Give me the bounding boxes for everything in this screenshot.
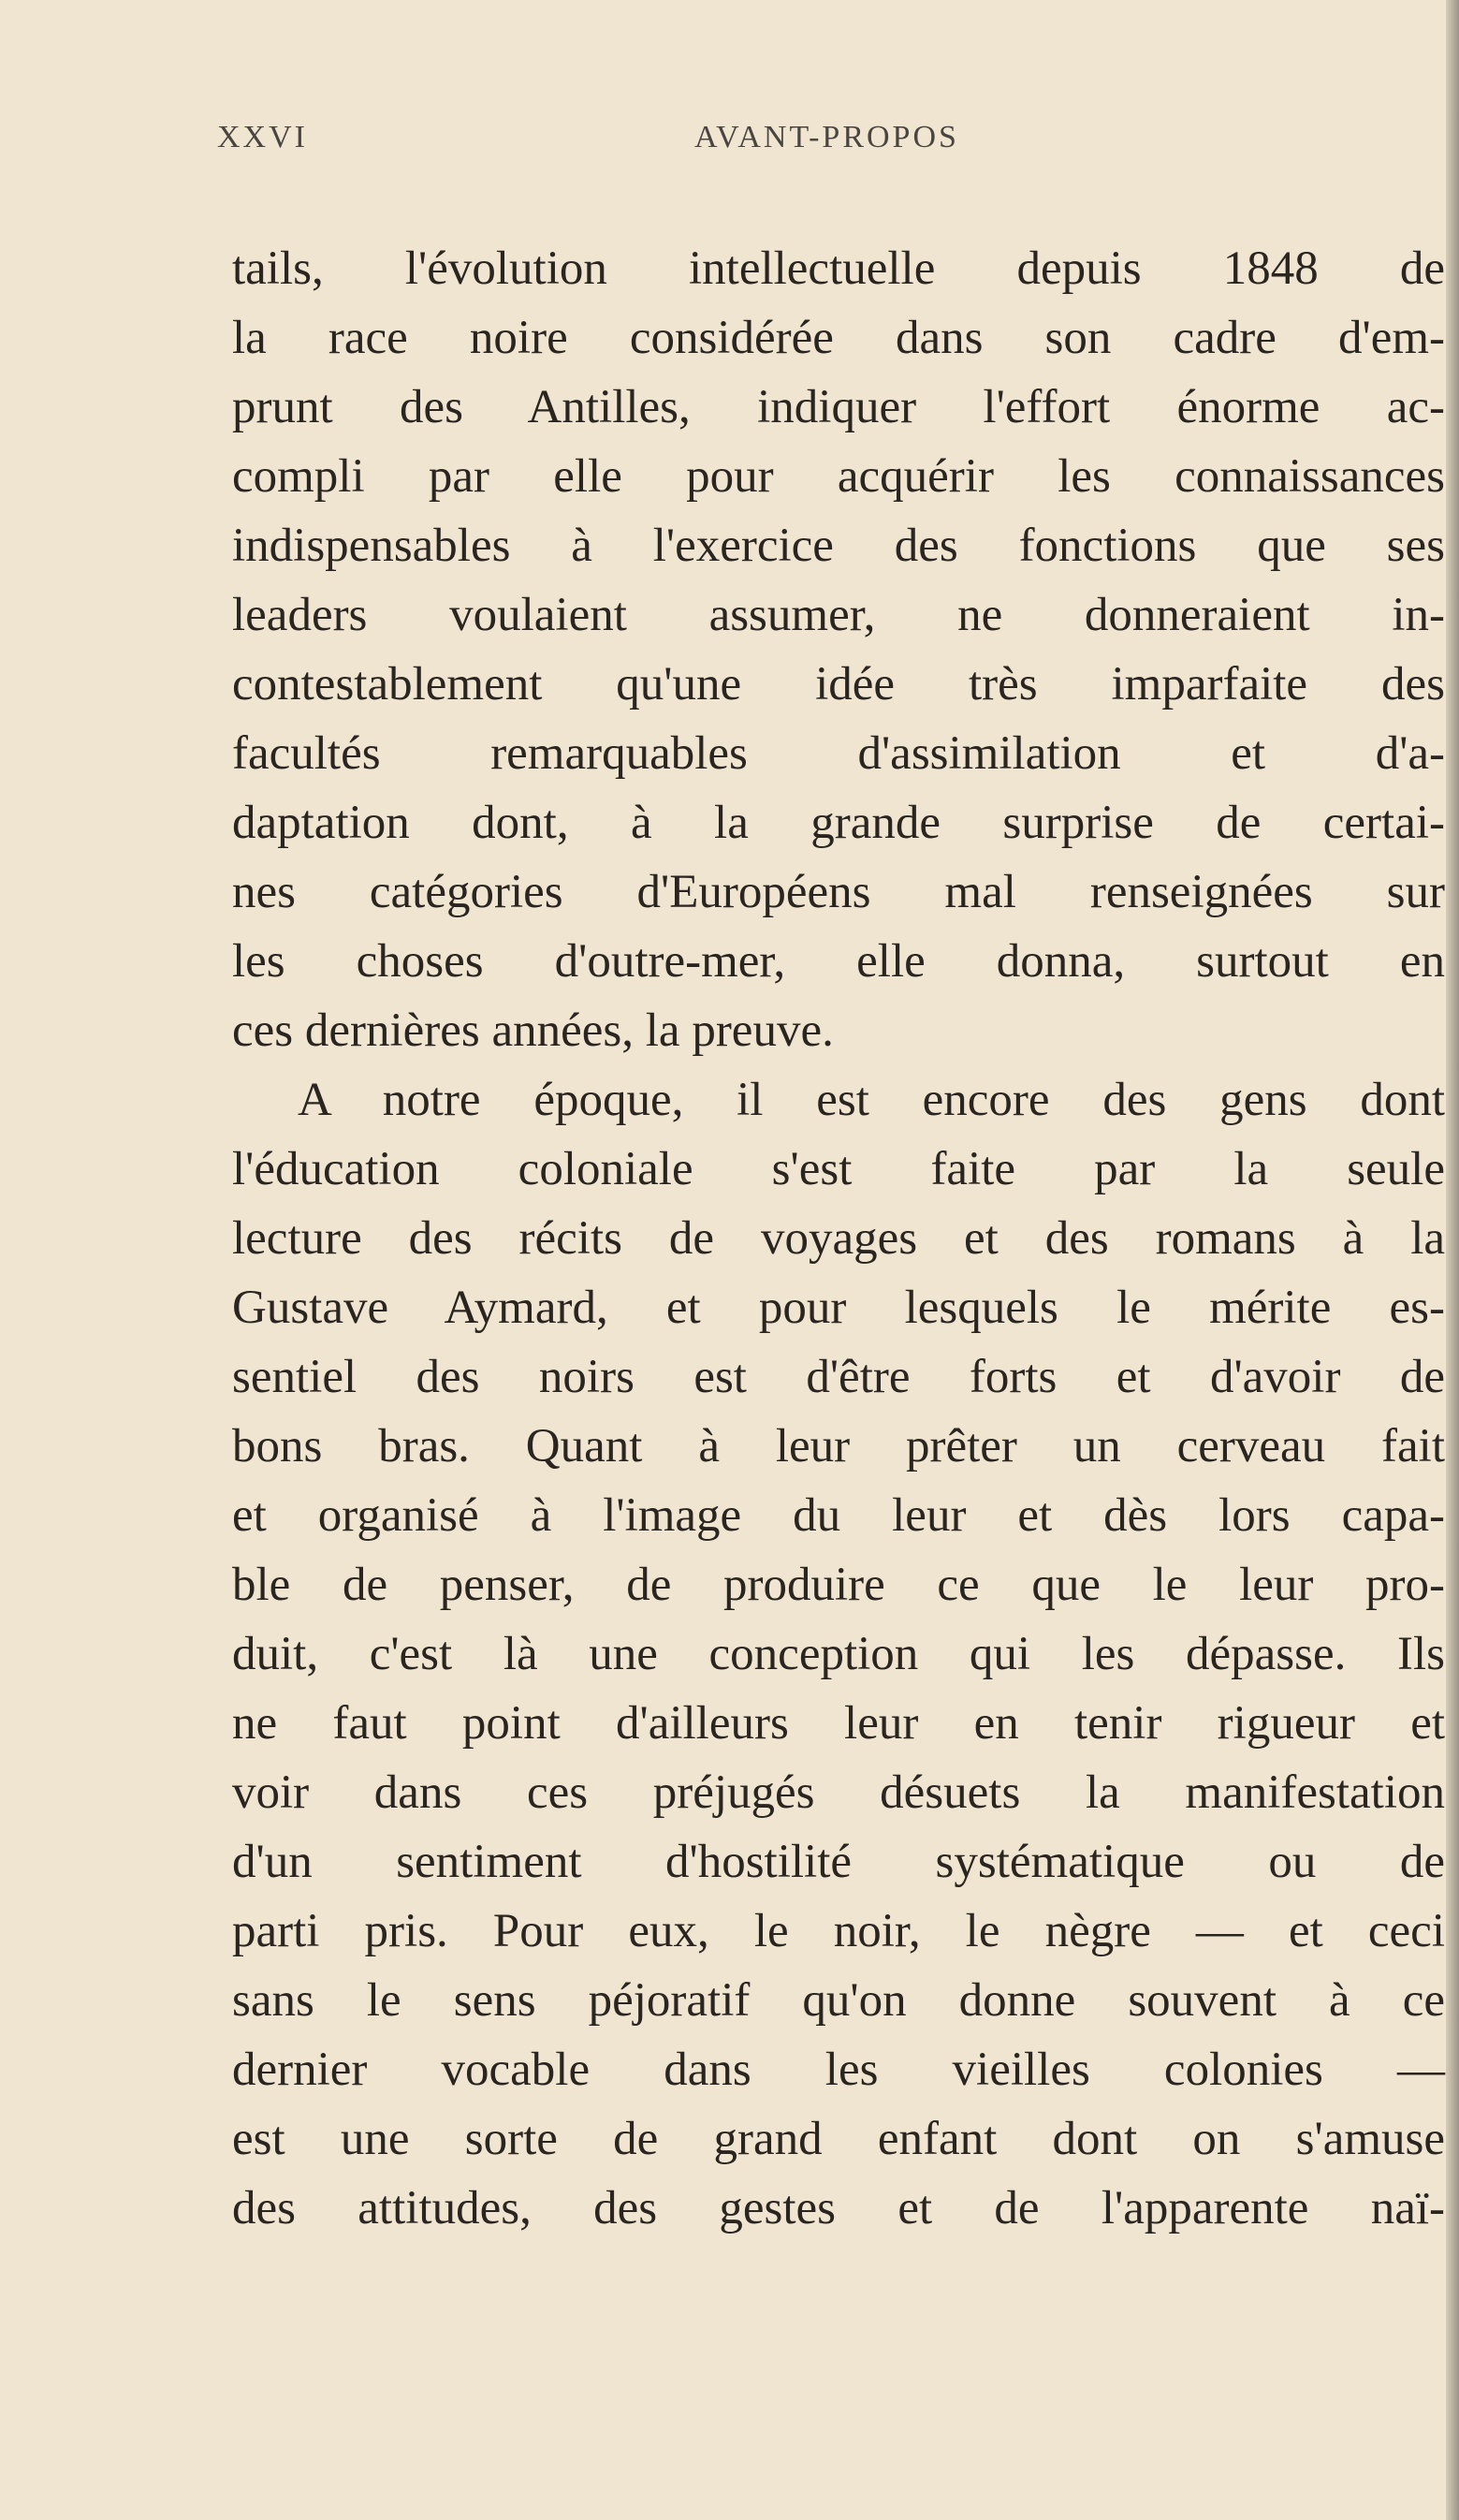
text-line: voir dans ces préjugés désuets la manifestation	[232, 1766, 1445, 1819]
text-line: A notre époque, il est encore des gens dont	[298, 1074, 1445, 1126]
page-edge	[1446, 0, 1459, 2520]
text-line: duit, c'est là une conception qui les dépasse. Ils	[232, 1628, 1445, 1680]
text-line: facultés remarquables d'assimilation et d'a-	[232, 727, 1445, 780]
text-line: sans le sens péjoratif qu'on donne souvent à ce	[232, 1974, 1445, 2027]
text-line: bons bras. Quant à leur prêter un cerveau fait	[232, 1420, 1445, 1472]
text-line: daptation dont, à la grande surprise de certai-	[232, 797, 1445, 849]
text-line: les choses d'outre-mer, elle donna, surtout en	[232, 935, 1445, 988]
text-line: leaders voulaient assumer, ne donneraient in-	[232, 589, 1445, 641]
text-line: et organisé à l'image du leur et dès lors capa-	[232, 1489, 1445, 1542]
text-line: prunt des Antilles, indiquer l'effort énorme ac-	[232, 381, 1445, 433]
body-text	[232, 234, 1445, 2243]
text-line: sentiel des noirs est d'être forts et d'avoir de	[232, 1351, 1445, 1403]
text-line: Gustave Aymard, et pour lesquels le mérite es-	[232, 1282, 1445, 1334]
text-line: contestablement qu'une idée très imparfaite des	[232, 658, 1445, 711]
text-line: dernier vocable dans les vieilles colonies —	[232, 2044, 1445, 2096]
text-line: nes catégories d'Européens mal renseignées sur	[232, 866, 1445, 918]
page-header	[217, 120, 1434, 167]
text-line: ces dernières années, la preuve.	[232, 1004, 834, 1057]
text-line: ble de penser, de produire ce que le leur pro-	[232, 1559, 1445, 1611]
page-number: XXVI	[217, 120, 308, 154]
text-line: d'un sentiment d'hostilité systématique ou de	[232, 1836, 1445, 1888]
text-line: tails, l'évolution intellectuelle depuis 1848 de	[232, 242, 1445, 295]
text-line: ne faut point d'ailleurs leur en tenir rigueur et	[232, 1697, 1445, 1750]
text-line: lecture des récits de voyages et des romans à la	[232, 1212, 1445, 1265]
text-line: l'éducation coloniale s'est faite par la seule	[232, 1143, 1445, 1195]
text-line: indispensables à l'exercice des fonctions que ses	[232, 520, 1445, 572]
running-title: AVANT-PROPOS	[694, 120, 959, 154]
text-line: des attitudes, des gestes et de l'apparente naï-	[232, 2182, 1445, 2234]
text-line: la race noire considérée dans son cadre d'em-	[232, 312, 1445, 364]
text-line: compli par elle pour acquérir les connaissances	[232, 450, 1445, 503]
text-line: parti pris. Pour eux, le noir, le nègre — et ceci	[232, 1905, 1445, 1957]
text-line: est une sorte de grand enfant dont on s'amuse	[232, 2113, 1445, 2165]
